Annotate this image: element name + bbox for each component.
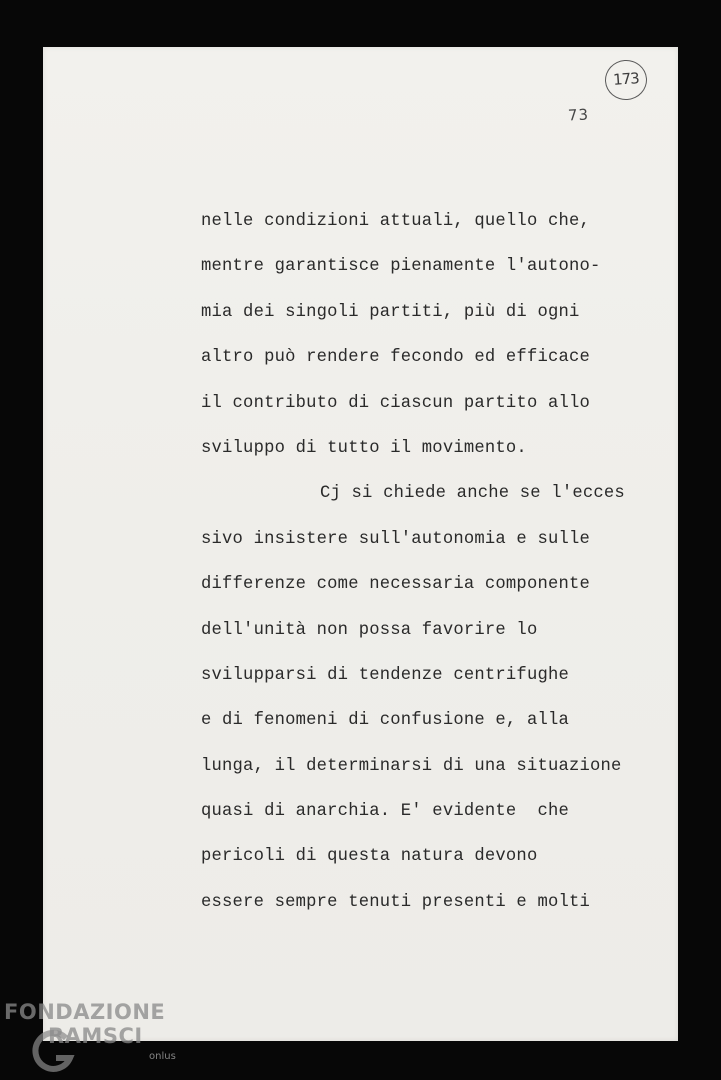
typed-line-9: differenze come necessaria componente	[201, 575, 591, 594]
typed-line-3: mia dei singoli partiti, più di ogni	[201, 303, 580, 322]
typed-line-15: pericoli di questa natura devono	[201, 847, 538, 866]
typed-line-12: e di fenomeni di confusione e, alla	[201, 711, 569, 730]
watermark-line2: RAMSCI	[48, 1024, 143, 1048]
typed-line-13: lunga, il determinarsi di una situazione	[201, 757, 622, 776]
typed-line-10: dell'unità non possa favorire lo	[201, 621, 538, 640]
archive-stamp-number: 173	[604, 59, 649, 102]
typed-line-2: mentre garantisce pienamente l'autono-	[201, 257, 601, 276]
typed-line-14: quasi di anarchia. E' evidente che	[201, 802, 569, 821]
handwritten-page-number: 73	[567, 105, 590, 125]
typed-line-4: altro può rendere fecondo ed efficace	[201, 348, 591, 367]
typed-line-8: sivo insistere sull'autonomia e sulle	[201, 530, 591, 549]
watermark-line1: FONDAZIONE	[4, 1000, 166, 1024]
typed-line-1: nelle condizioni attuali, quello che,	[201, 212, 591, 231]
fondazione-gramsci-watermark	[4, 996, 194, 1080]
watermark-sub: onlus	[149, 1051, 176, 1062]
typed-line-7: Cj si chiede anche se l'ecces	[320, 484, 625, 503]
typed-line-5: il contributo di ciascun partito allo	[201, 394, 591, 413]
typed-line-6: sviluppo di tutto il movimento.	[201, 439, 527, 458]
typed-line-11: svilupparsi di tendenze centrifughe	[201, 666, 569, 685]
typed-line-16: essere sempre tenuti presenti e molti	[201, 893, 591, 912]
